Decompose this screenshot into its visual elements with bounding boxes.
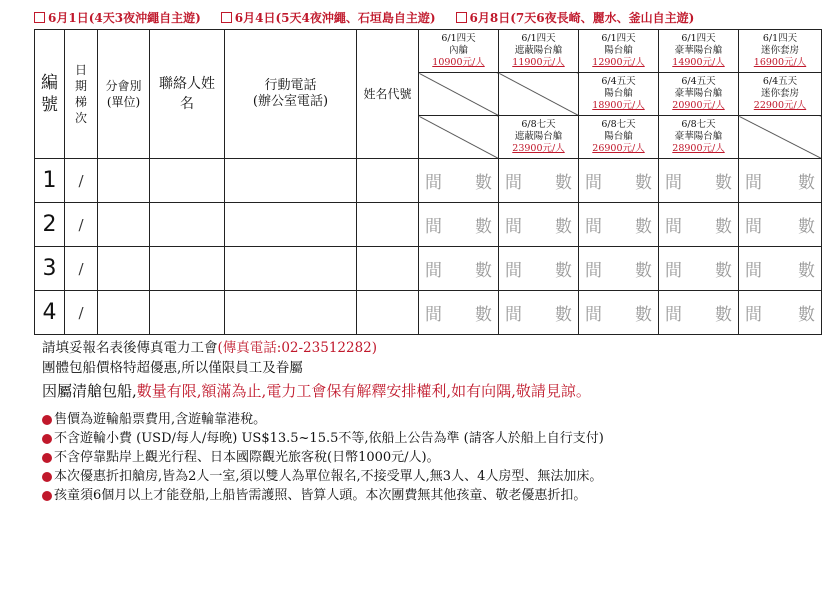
contact-name-field[interactable] bbox=[150, 247, 225, 291]
room-count-field[interactable]: 間 數 bbox=[499, 159, 579, 203]
phone-field[interactable] bbox=[225, 203, 357, 247]
list-item: 不含遊輪小費 (USD/每人/每晚) US$13.5~15.5不等,依船上公告為準 (請客人於船上自行支付) bbox=[42, 429, 822, 448]
name-code-field[interactable] bbox=[357, 203, 419, 247]
notes-section bbox=[42, 338, 822, 505]
bullet-dot-icon bbox=[42, 491, 52, 501]
bullet-dot-icon bbox=[42, 415, 52, 425]
bullet-dot-icon bbox=[42, 453, 52, 463]
period-field[interactable]: / bbox=[65, 291, 98, 335]
header-contact: 聯絡人姓 名 bbox=[150, 30, 225, 159]
room-count-field[interactable]: 間 數 bbox=[659, 247, 739, 291]
room-count-field[interactable]: 間 數 bbox=[579, 247, 659, 291]
capacity-note: 因屬清艙包船,數量有限,額滿為止,電力工會保有解釋安排權利,如有向隅,敬請見諒。 bbox=[42, 382, 591, 400]
room-count-field[interactable]: 間 數 bbox=[419, 159, 499, 203]
room-count-field[interactable]: 間 數 bbox=[739, 291, 822, 335]
table-row bbox=[35, 159, 822, 203]
table-row bbox=[35, 291, 822, 335]
row-number: 1 bbox=[35, 159, 65, 203]
empty-price-cell bbox=[499, 73, 579, 116]
phone-field[interactable] bbox=[225, 247, 357, 291]
price-cell: 6/1四天 遮蔽陽台艙 11900元/人 bbox=[499, 30, 579, 73]
price-cell: 6/1四天 陽台艙 12900元/人 bbox=[579, 30, 659, 73]
division-field[interactable] bbox=[98, 247, 150, 291]
header-name-code: 姓名代號 bbox=[357, 30, 419, 159]
checkbox[interactable] bbox=[34, 12, 45, 23]
trip-options bbox=[34, 6, 694, 28]
room-count-field[interactable]: 間 數 bbox=[659, 159, 739, 203]
period-field[interactable]: / bbox=[65, 247, 98, 291]
contact-name-field[interactable] bbox=[150, 291, 225, 335]
header-period: 日期梯次 bbox=[65, 30, 98, 159]
header-office-phone-label: (辦公室電話) bbox=[252, 94, 329, 109]
contact-name-field[interactable] bbox=[150, 203, 225, 247]
room-count-field[interactable]: 間 數 bbox=[739, 159, 822, 203]
fax-instruction: 請填妥報名表後傳真電力工會(傳真電話:02-23512282) bbox=[42, 340, 378, 356]
room-count-field[interactable]: 間 數 bbox=[659, 291, 739, 335]
division-field[interactable] bbox=[98, 159, 150, 203]
phone-field[interactable] bbox=[225, 159, 357, 203]
room-count-field[interactable]: 間 數 bbox=[419, 203, 499, 247]
table-row bbox=[35, 203, 822, 247]
empty-price-cell bbox=[419, 116, 499, 159]
room-count-field[interactable]: 間 數 bbox=[579, 159, 659, 203]
terms-list bbox=[42, 410, 822, 505]
list-item: 售價為遊輪船票費用,含遊輪靠港稅。 bbox=[42, 410, 822, 429]
checkbox[interactable] bbox=[456, 12, 467, 23]
empty-price-cell bbox=[419, 73, 499, 116]
row-number: 3 bbox=[35, 247, 65, 291]
room-count-field[interactable]: 間 數 bbox=[499, 291, 579, 335]
trip-option-jun4[interactable]: 6月4日(5天4夜沖繩、石垣島自主遊) bbox=[221, 6, 436, 28]
table-row bbox=[35, 247, 822, 291]
division-field[interactable] bbox=[98, 203, 150, 247]
list-item: 孩童須6個月以上才能登船,上船皆需護照、皆算人頭。本次團費無其他孩童、敬老優惠折扣。 bbox=[42, 486, 822, 505]
header-division: 分會別(單位) bbox=[98, 30, 150, 159]
room-count-field[interactable]: 間 數 bbox=[499, 247, 579, 291]
price-cell: 6/8七天 遮蔽陽台艙 23900元/人 bbox=[499, 116, 579, 159]
trip-option-jun1[interactable]: 6月1日(4天3夜沖繩自主遊) bbox=[34, 6, 201, 28]
price-cell: 6/8七天 豪華陽台艙 28900元/人 bbox=[659, 116, 739, 159]
header-no: 編號 bbox=[35, 30, 65, 159]
checkbox[interactable] bbox=[221, 12, 232, 23]
room-count-field[interactable]: 間 數 bbox=[739, 203, 822, 247]
division-field[interactable] bbox=[98, 291, 150, 335]
period-field[interactable]: / bbox=[65, 159, 98, 203]
price-cell: 6/1四天 迷你套房 16900元/人 bbox=[739, 30, 822, 73]
room-count-field[interactable]: 間 數 bbox=[419, 291, 499, 335]
price-cell: 6/4五天 迷你套房 22900元/人 bbox=[739, 73, 822, 116]
registration-table bbox=[34, 29, 822, 335]
room-count-field[interactable]: 間 數 bbox=[579, 291, 659, 335]
bullet-dot-icon bbox=[42, 472, 52, 482]
price-cell: 6/4五天 豪華陽台艙 20900元/人 bbox=[659, 73, 739, 116]
bullet-dot-icon bbox=[42, 434, 52, 444]
header-phone-label: 行動電話 bbox=[264, 78, 317, 93]
list-item: 本次優惠折扣艙房,皆為2人一室,須以雙人為單位報名,不接受單人,無3人、4人房型、無法加床。 bbox=[42, 467, 822, 486]
contact-name-field[interactable] bbox=[150, 159, 225, 203]
price-cell: 6/8七天 陽台艙 26900元/人 bbox=[579, 116, 659, 159]
fax-number: (傳真電話:02-23512282) bbox=[217, 340, 378, 356]
price-cell: 6/1四天 內艙 10900元/人 bbox=[419, 30, 499, 73]
room-count-field[interactable]: 間 數 bbox=[579, 203, 659, 247]
row-number: 4 bbox=[35, 291, 65, 335]
room-count-field[interactable]: 間 數 bbox=[419, 247, 499, 291]
trip-option-jun8[interactable]: 6月8日(7天6夜長崎、麗水、釜山自主遊) bbox=[456, 6, 695, 28]
period-field[interactable]: / bbox=[65, 203, 98, 247]
name-code-field[interactable] bbox=[357, 291, 419, 335]
name-code-field[interactable] bbox=[357, 159, 419, 203]
price-cell: 6/4五天 陽台艙 18900元/人 bbox=[579, 73, 659, 116]
room-count-field[interactable]: 間 數 bbox=[499, 203, 579, 247]
row-number: 2 bbox=[35, 203, 65, 247]
empty-price-cell bbox=[739, 116, 822, 159]
room-count-field[interactable]: 間 數 bbox=[659, 203, 739, 247]
list-item: 不含停靠點岸上觀光行程、日本國際觀光旅客稅(日幣1000元/人)。 bbox=[42, 448, 822, 467]
eligibility-note: 團體包船價格特超優惠,所以僅限員工及眷屬 bbox=[42, 360, 303, 376]
name-code-field[interactable] bbox=[357, 247, 419, 291]
price-cell: 6/1四天 豪華陽台艙 14900元/人 bbox=[659, 30, 739, 73]
phone-field[interactable] bbox=[225, 291, 357, 335]
room-count-field[interactable]: 間 數 bbox=[739, 247, 822, 291]
header-phone bbox=[225, 30, 357, 159]
